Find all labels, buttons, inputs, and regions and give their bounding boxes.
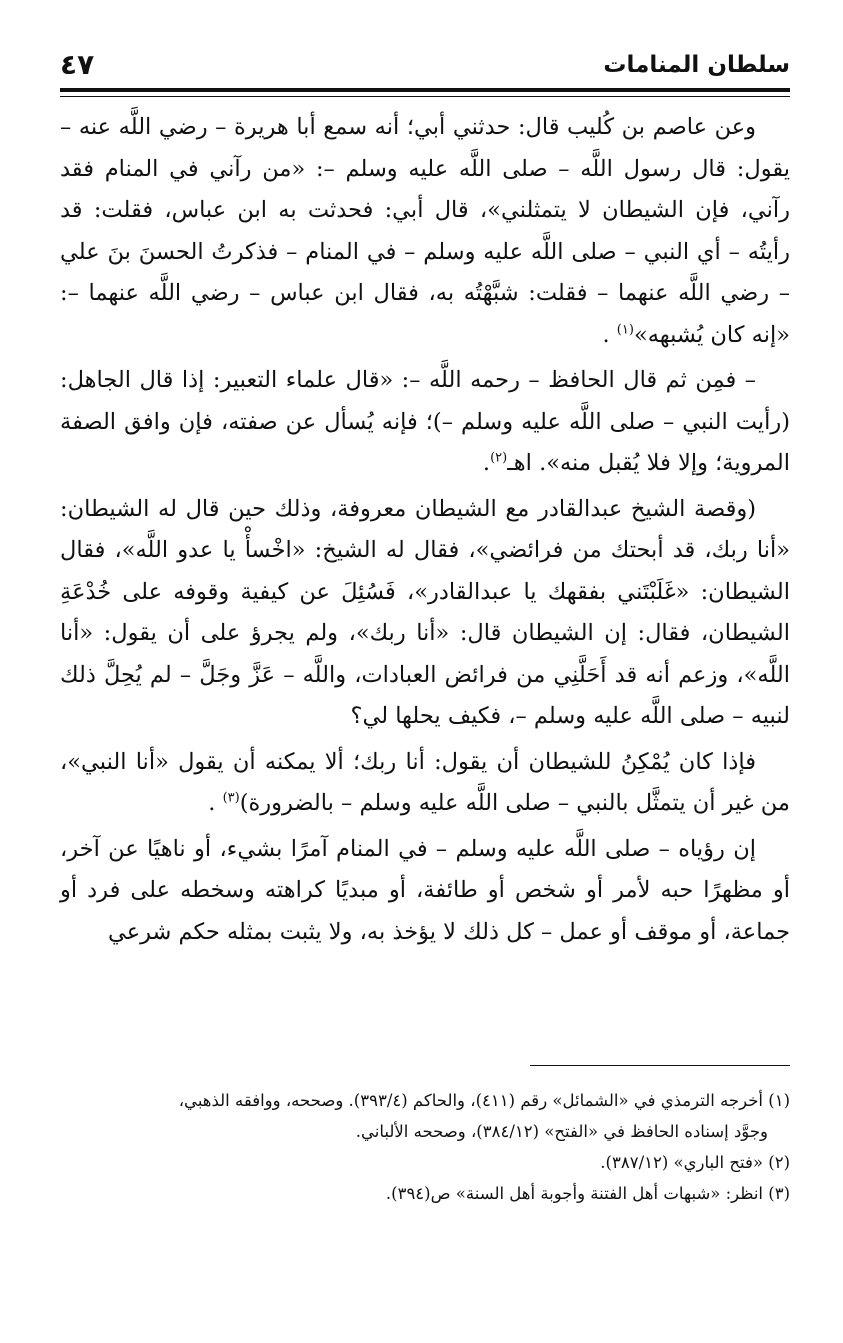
footnote-ref-1: (١): [616, 322, 634, 337]
footnote-1: (١) أخرجه الترمذي في «الشمائل» رقم (٤١١)، والحاكم (٣٩٣/٤). وصححه، ووافقه الذهبي،: [178, 1091, 790, 1110]
paragraph-2-text: – فمِن ثم قال الحافظ – رحمه اللَّه –: «قال علماء التعبير: إذا قال الجاهل: (رأيت النبي – صلى اللَّه عليه وسلم –)؛ فإنه يُسأل عن صفته، فإن وافق الصفة المروية؛ وإلا فلا يُقبل منه». اهـ: [60, 367, 790, 476]
paragraph-2: [60, 360, 790, 485]
footnote-2: (٢) «فتح الباري» (٣٨٧/١٢).: [600, 1153, 790, 1172]
body-text: [60, 107, 790, 953]
footnote-1-continued: وجوَّد إسناده الحافظ في «الفتح» (٣٨٤/١٢)، وصححه الألباني.: [355, 1122, 768, 1141]
paragraph-2-end: .: [482, 450, 491, 476]
paragraph-4-text: فإذا كان يُمْكِنُ للشيطان أن يقول: أنا ربك؛ ألا يمكنه أن يقول «أنا النبي»، من غير أن يتمثَّل بالنبي – صلى اللَّه عليه وسلم – بالضرورة): [60, 748, 790, 816]
footnote-ref-3: (٣): [222, 790, 240, 806]
paragraph-5: إن رؤياه – صلى اللَّه عليه وسلم – في المنام آمرًا بشيء، أو ناهيًا عن آخر، أو مظهرًا حبه لأمر أو شخص أو طائفة، أو مبديًا كراهته وسخطه على فرد أو جماعة، أو موقف أو عمل – كل ذلك لا يؤخذ به، ولا يثبت بمثله حكم شرعي: [60, 835, 790, 945]
paragraph-4-end: .: [208, 790, 223, 816]
page-number: ٤٧: [60, 48, 95, 81]
paragraph-1: [60, 107, 790, 356]
footnotes: [60, 1086, 790, 1210]
paragraph-3: (وقصة الشيخ عبدالقادر مع الشيطان معروفة، وذلك حين قال له الشيطان: «أنا ربك، قد أبحتك من فرائضي»، فقال له الشيخ: «اخْسأْ يا عدو اللَّه»، فقال الشيطان: «غَلَبْتَني بفقهك يا عبدالقادر»، فَسُئِلَ عن كيفية وقوفه على خُدْعَةِ الشيطان، فقال: إن الشيطان قال: «أنا ربك»، ولم يجرؤ على أن يقول: «أنا اللَّه»، وزعم أنه قد أَحَلَّنِي من فرائض العبادات، واللَّه – عَزَّ وجَلَّ – لم يُحِلَّ ذلك لنبيه – صلى اللَّه عليه وسلم –، فكيف يحلها لي؟: [60, 495, 790, 729]
paragraph-4: [60, 742, 790, 825]
header-rule-thin: [60, 96, 790, 97]
footnote-ref-2: (٢): [490, 450, 508, 466]
running-title: سلطان المنامات: [603, 52, 790, 78]
paragraph-1-end: .: [602, 321, 617, 348]
page-header: [60, 48, 790, 84]
footnote-3: (٣) انظر: «شبهات أهل الفتنة وأجوبة أهل السنة» ص(٣٩٤).: [385, 1184, 790, 1203]
header-rule-thick: [60, 88, 790, 92]
paragraph-1-text: وعن عاصم بن كُليب قال: حدثني أبي؛ أنه سمع أبا هريرة – رضي اللَّه عنه – يقول: قال رسول اللَّه – صلى اللَّه عليه وسلم –: «من رآني في المنام فقد رآني، فإن الشيطان لا يتمثلني»، قال أبي: فحدثت به ابن عباس، فقلت: قد رأيتُه – أي النبي – صلى اللَّه عليه وسلم – في المنام – فذكرتُ الحسنَ بنَ علي – رضي اللَّه عنهما – فقلت: شبَّهْتُه به، فقال ابن عباس – رضي اللَّه عنهما –: «إنه كان يُشبهه»: [60, 114, 790, 348]
book-page: [60, 48, 790, 1318]
footnote-divider: [530, 1065, 790, 1066]
